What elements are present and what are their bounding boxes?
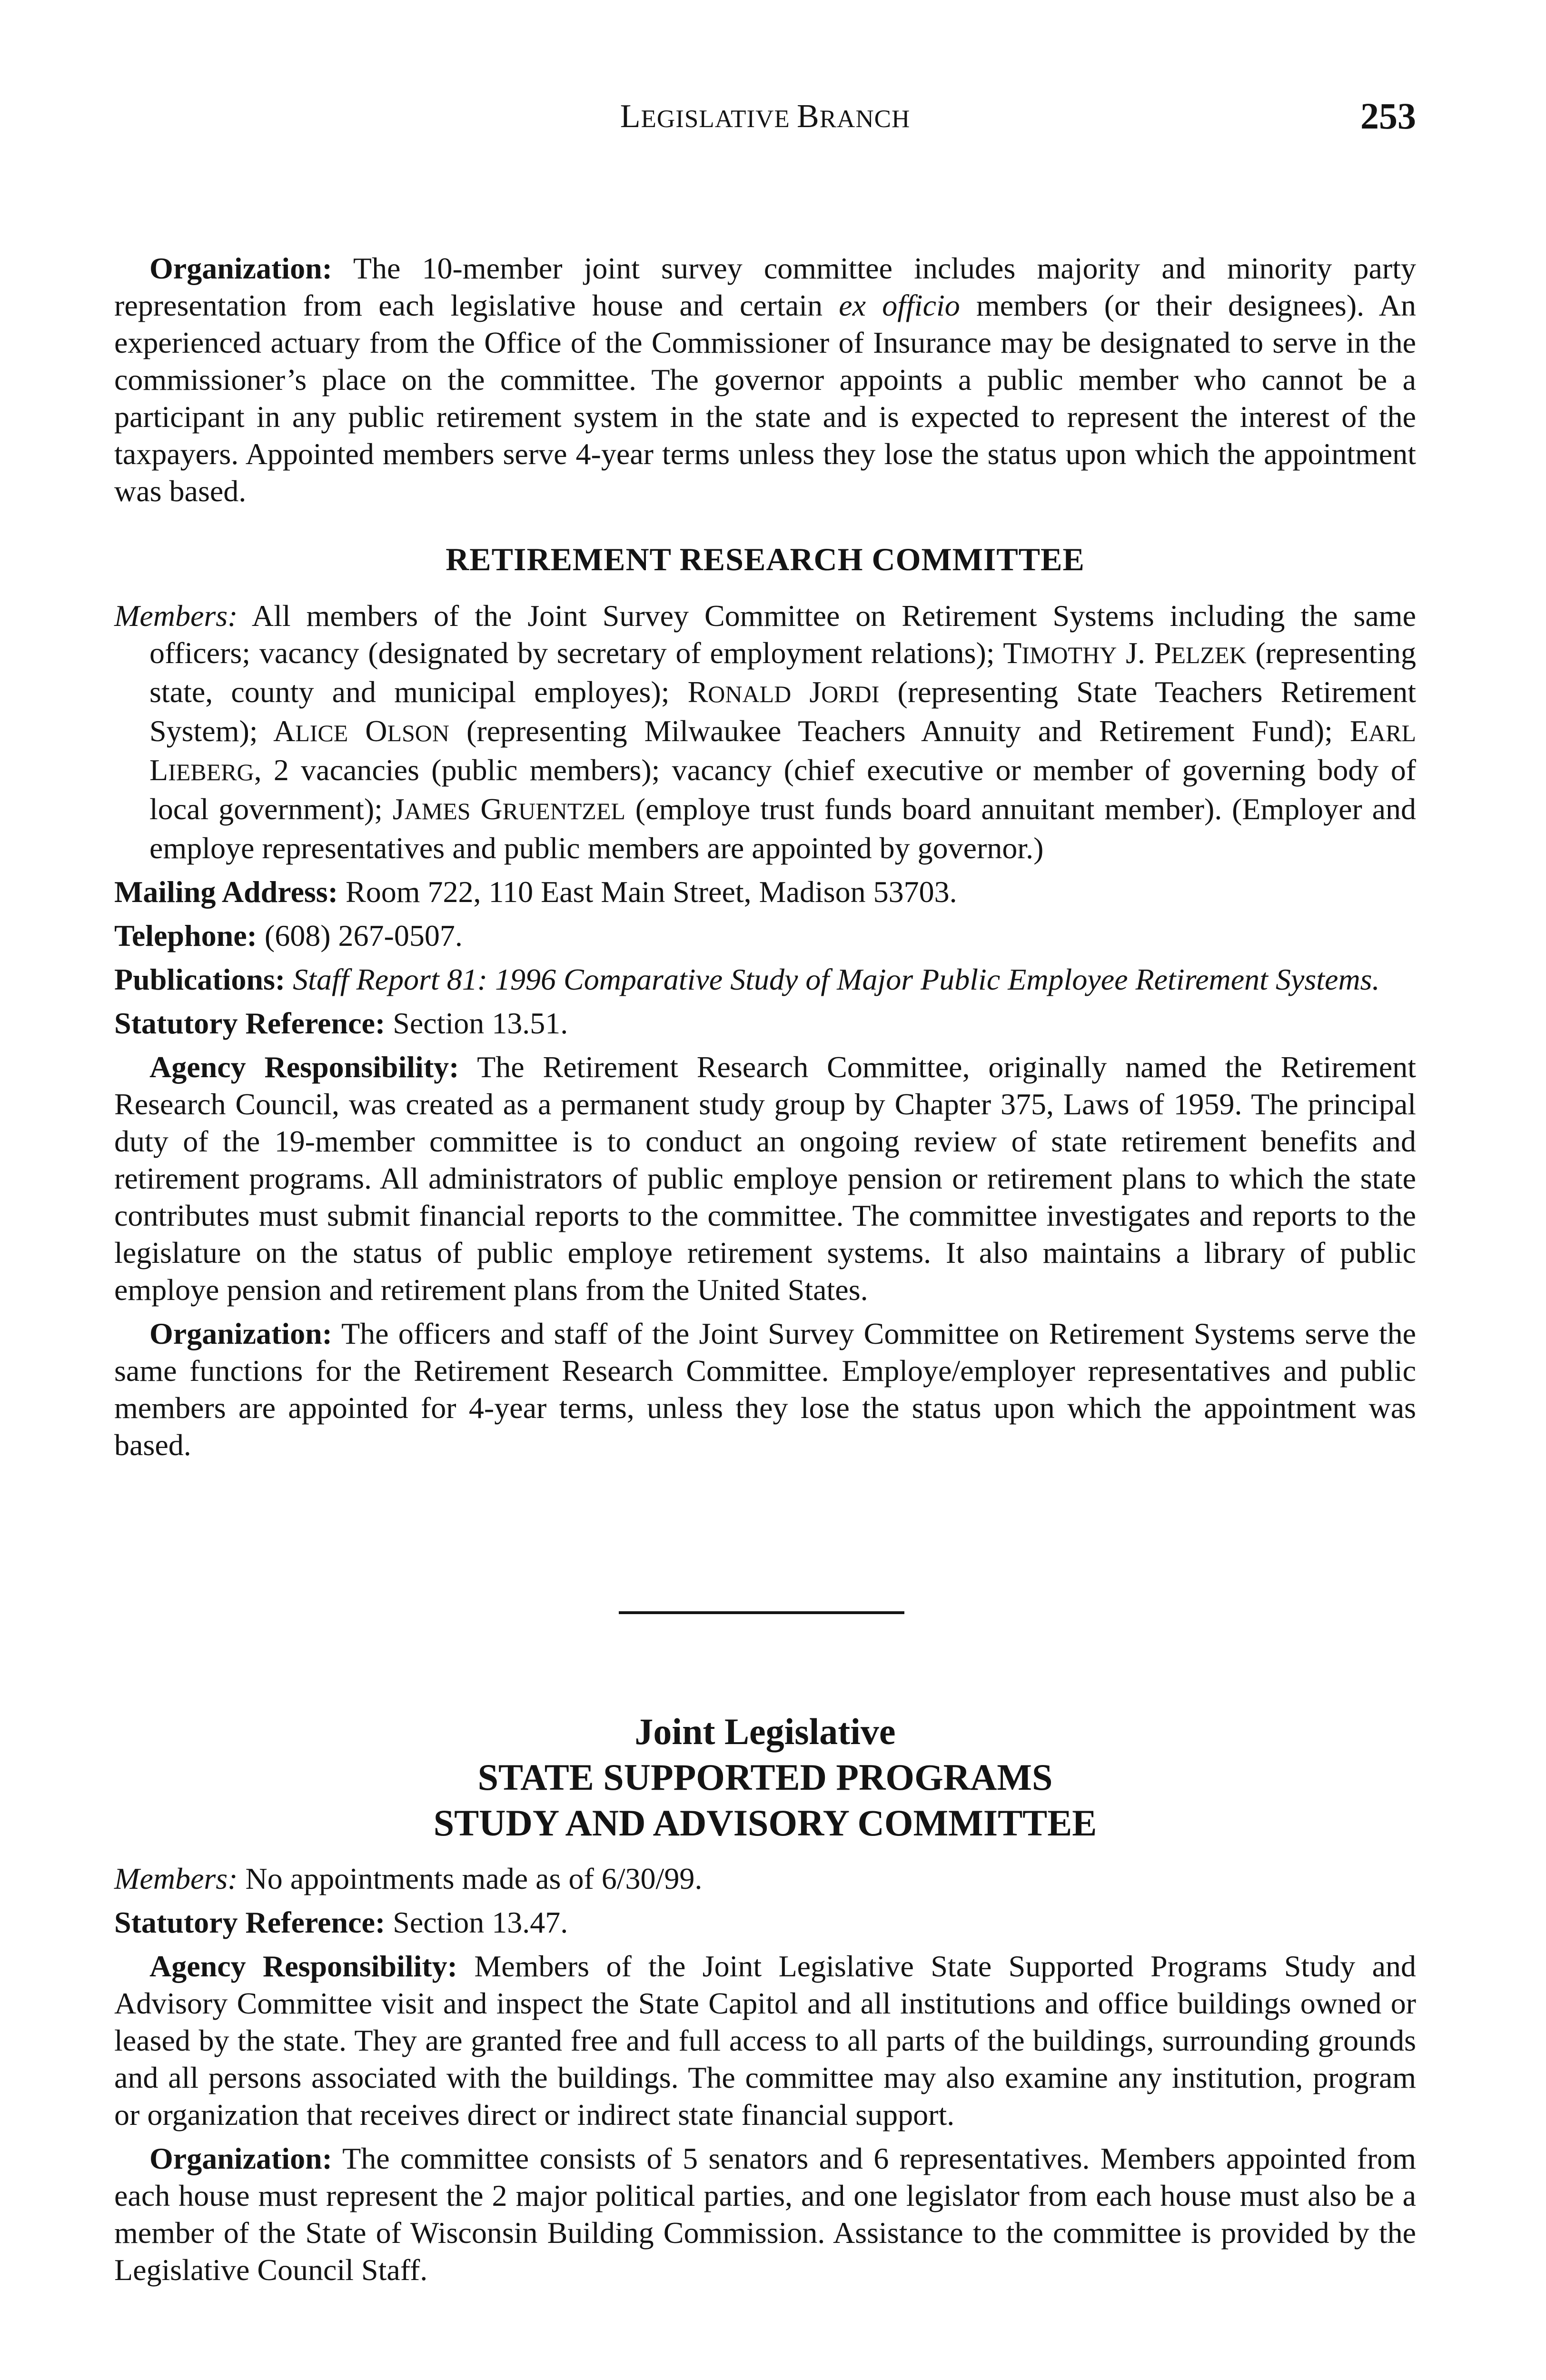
section-divider xyxy=(619,1611,904,1614)
telephone: Telephone: (608) 267-0507. xyxy=(114,919,463,952)
statutory-reference: Statutory Reference: Section 13.51. xyxy=(114,1006,568,1040)
members-paragraph: Members: All members of the Joint Survey Committee on Retirement Systems including the same officers; vacancy (designated by secretary of employment relations); TIMOTHY J. PELZEK (representing state, county and municipal employes); RONALD JORDI (representing State Teachers Retirement System); ALICE OLSON (representing Milwaukee Teachers Annuity and Retirement Fund); EARL LIEBERG, 2 vacancies (public members); vacancy (chief executive or member of governing body of local government); JAMES GRUENTZEL (employe trust funds board annuitant member). (Employer and employe representatives and public members are appointed by governor.) xyxy=(114,599,1417,865)
members-paragraph: Members: No appointments made as of 6/30/99. xyxy=(114,1862,703,1895)
continued-section xyxy=(114,250,1416,510)
page-number: 253 xyxy=(1360,95,1416,137)
page-header xyxy=(114,95,1416,140)
organization-paragraph: Organization: The 10-member joint survey committee includes majority and minority party representation from each legislative house and certain ex officio members (or their designees). An experienced actuary from the Office of the Commissioner of Insurance may be designated to serve in the commissioner’s place on the committee. The governor appoints a public member who cannot be a participant in any public retirement system in the state and is expected to represent the interest of the taxpayers. Appointed members serve 4-year terms unless they lose the status upon which the appointment was based. xyxy=(114,251,1417,508)
statutory-reference: Statutory Reference: Section 13.47. xyxy=(114,1905,568,1939)
organization-paragraph: Organization: The officers and staff of the Joint Survey Committee on Retirement Systems serve the same functions for the Retirement Research Committee. Employe/employer representatives and public members are appointed for 4-year terms, unless they lose the status upon which the appointment was based. xyxy=(114,1317,1416,1462)
section-title: RETIREMENT RESEARCH COMMITTEE xyxy=(446,541,1085,577)
running-head: LEGISLATIVE BRANCH xyxy=(620,98,911,135)
committee-title-line-2: STATE SUPPORTED PROGRAMS xyxy=(477,1756,1053,1798)
committee-title-line-1: Joint Legislative xyxy=(634,1711,896,1752)
organization-paragraph: Organization: The committee consists of 5 senators and 6 representatives. Members appointed from each house must represent the 2 major political parties, and one legislator from each house must also be a member of the State of Wisconsin Building Commission. Assistance to the committee is provided by the Legislative Council Staff. xyxy=(114,2142,1416,2287)
committee-title-line-3: STUDY AND ADVISORY COMMITTEE xyxy=(433,1802,1097,1844)
agency-responsibility: Agency Responsibility: Members of the Joint Legislative State Supported Programs Study and Advisory Committee visit and inspect the State Capitol and all institutions and office buildings owned or leased by the state. They are granted free and full access to all parts of the buildings, surrounding grounds and all persons associated with the buildings. The committee may also examine any institution, program or organization that receives direct or indirect state financial support. xyxy=(114,1949,1417,2132)
retirement-research-committee xyxy=(114,540,1416,1464)
state-supported-programs-committee xyxy=(114,1709,1416,2289)
mailing-address: Mailing Address: Room 722, 110 East Main Street, Madison 53703. xyxy=(114,875,957,909)
publications: Publications: Staff Report 81: 1996 Comparative Study of Major Public Employee Retirement Systems. xyxy=(114,962,1380,996)
agency-responsibility: Agency Responsibility: The Retirement Research Committee, originally named the Retirement Research Council, was created as a permanent study group by Chapter 375, Laws of 1959. The principal duty of the 19-member committee is to conduct an ongoing review of state retirement benefits and retirement programs. All administrators of public employe pension or retirement plans to which the state contributes must submit financial reports to the committee. The committee investigates and reports to the legislature on the status of public employe retirement systems. It also maintains a library of public employe pension and retirement plans from the United States. xyxy=(114,1050,1417,1307)
